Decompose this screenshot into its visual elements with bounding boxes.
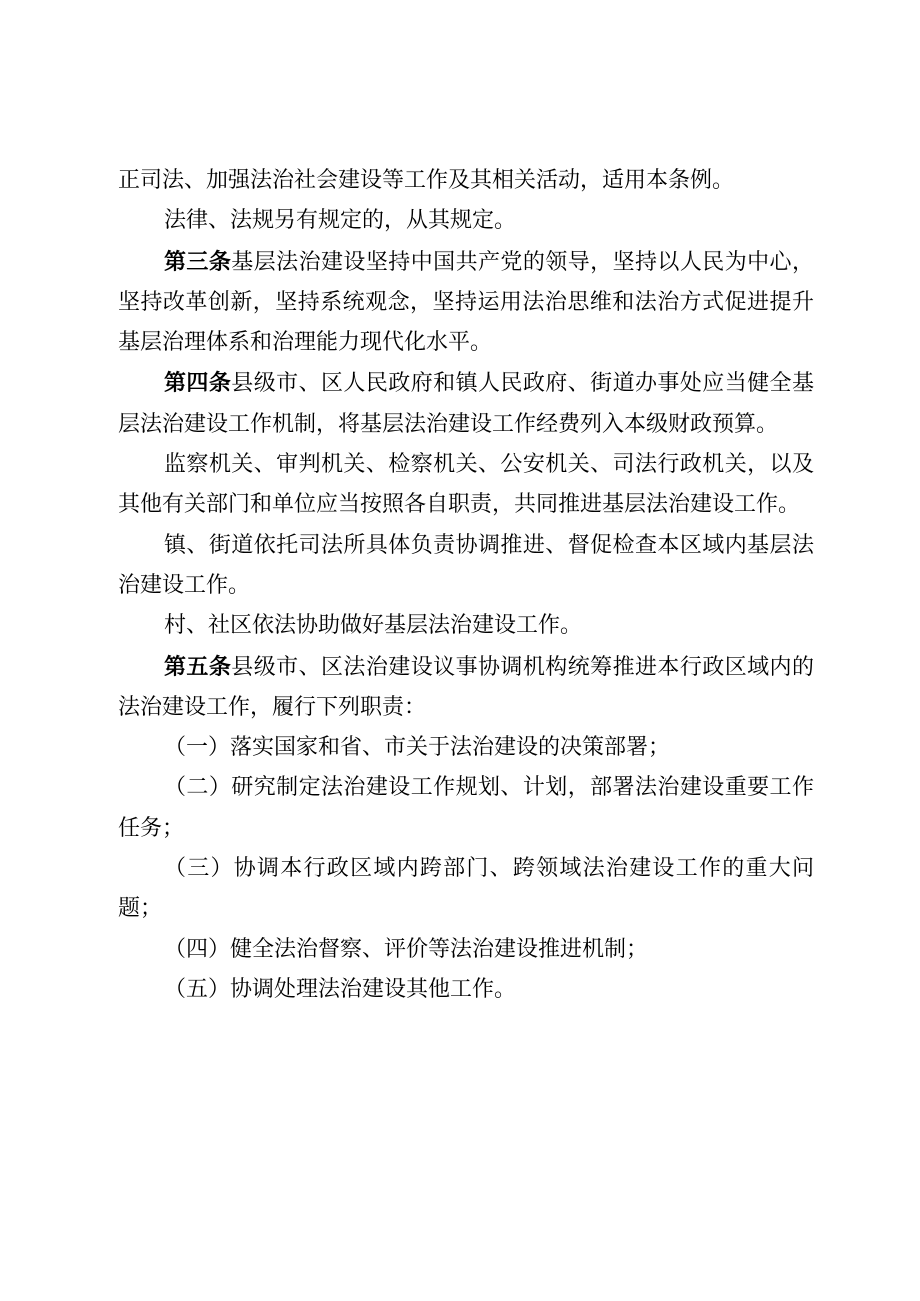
list-item xyxy=(118,728,814,768)
list-item-text: （四）健全法治督察、评价等法治建设推进机制； xyxy=(164,936,649,962)
article-4 xyxy=(118,363,814,445)
article-number: 第三条 xyxy=(164,248,232,275)
paragraph-continuation xyxy=(118,161,814,201)
paragraph xyxy=(118,526,814,607)
paragraph-text: 监察机关、审判机关、检察机关、公安机关、司法行政机关，以及其他有关部门和单位应当按照各自职责，共同推进基层法治建设工作。 xyxy=(118,452,814,518)
list-item xyxy=(118,849,814,930)
list-item xyxy=(118,970,814,1010)
article-5 xyxy=(118,647,814,729)
list-item-text: （三）协调本行政区域内跨部门、跨领域法治建设工作的重大问题； xyxy=(118,856,814,922)
list-item-text: （一）落实国家和省、市关于法治建设的决策部署； xyxy=(164,735,671,761)
paragraph-text: 县级市、区法治建设议事协调机构统筹推进本行政区域内的法治建设工作，履行下列职责： xyxy=(118,654,814,720)
paragraph-text: 法律、法规另有规定的，从其规定。 xyxy=(164,208,517,234)
document-page xyxy=(118,161,814,1010)
list-item-text: （二）研究制定法治建设工作规划、计划，部署法治建设重要工作任务； xyxy=(118,775,814,841)
article-number: 第四条 xyxy=(164,370,232,397)
paragraph xyxy=(118,445,814,526)
article-number: 第五条 xyxy=(164,653,232,680)
paragraph-text: 正司法、加强法治社会建设等工作及其相关活动，适用本条例。 xyxy=(118,168,735,193)
paragraph xyxy=(118,201,814,241)
list-item xyxy=(118,930,814,970)
paragraph xyxy=(118,606,814,646)
paragraph-text: 县级市、区人民政府和镇人民政府、街道办事处应当健全基层法治建设工作机制，将基层法治建设工作经费列入本级财政预算。 xyxy=(118,371,814,437)
paragraph-text: 基层法治建设坚持中国共产党的领导，坚持以人民为中心，坚持改革创新，坚持系统观念，坚持运用法治思维和法治方式促进提升基层治理体系和治理能力现代化水平。 xyxy=(118,249,814,356)
paragraph-text: 村、社区依法协助做好基层法治建设工作。 xyxy=(164,613,583,639)
list-item-text: （五）协调处理法治建设其他工作。 xyxy=(164,976,517,1002)
article-3 xyxy=(118,242,814,364)
list-item xyxy=(118,768,814,849)
paragraph-text: 镇、街道依托司法所具体负责协调推进、督促检查本区域内基层法治建设工作。 xyxy=(118,532,814,598)
